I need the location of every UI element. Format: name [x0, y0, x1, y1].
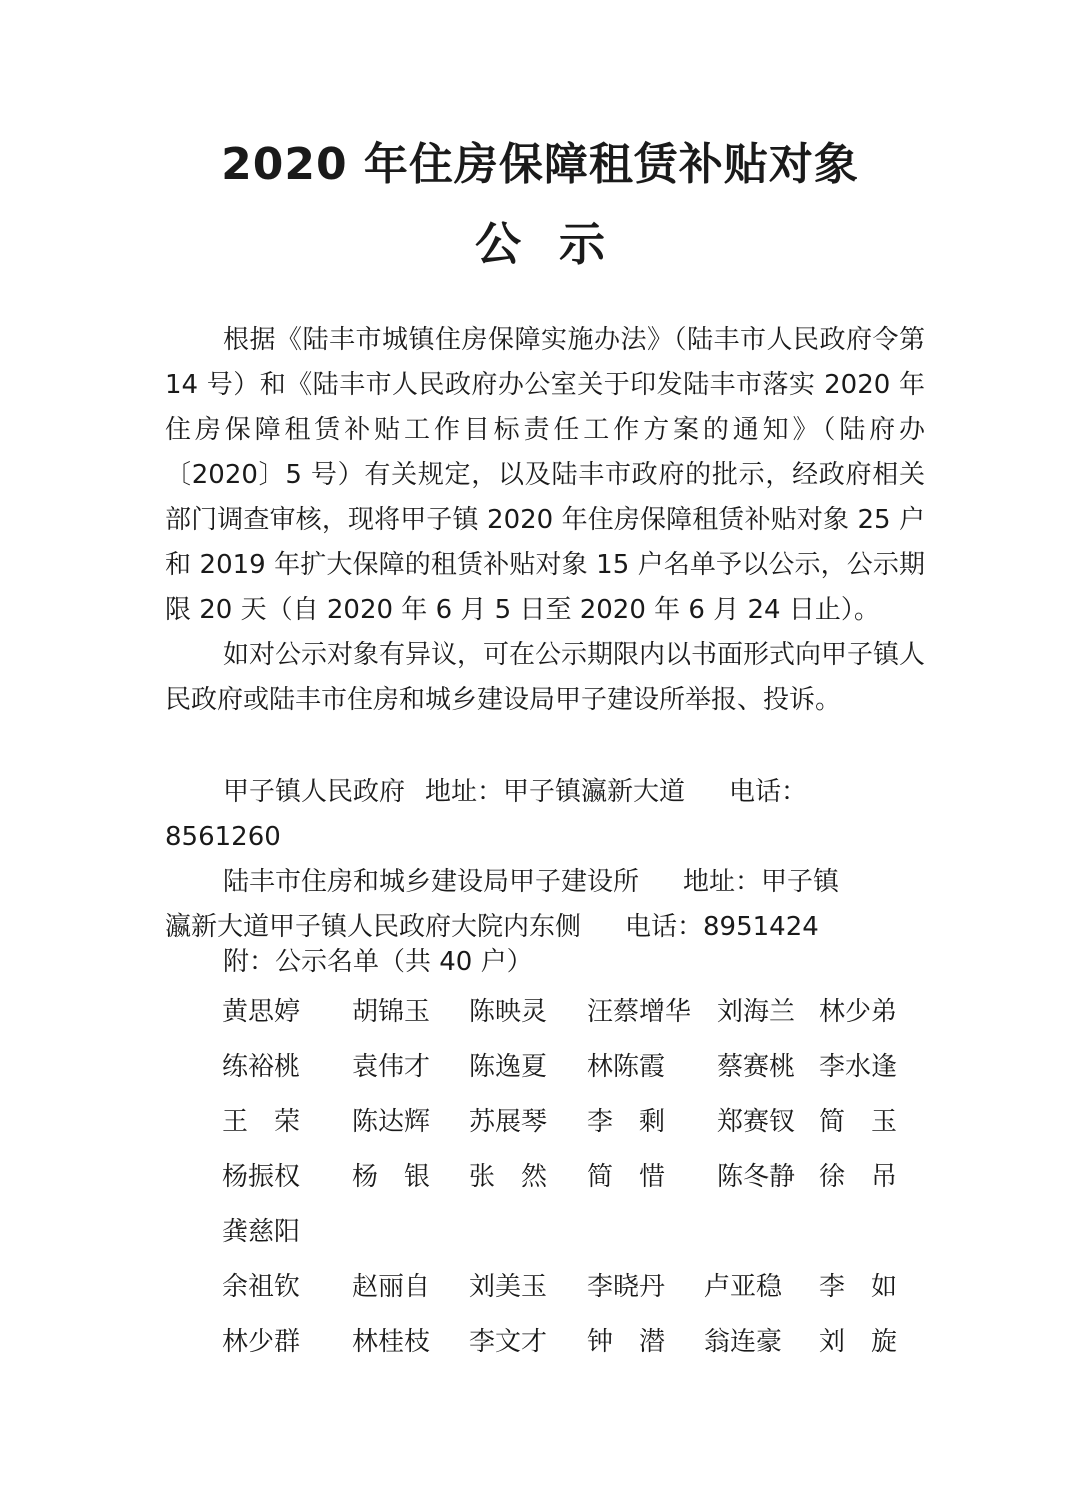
name-entry: 胡锦玉 — [352, 997, 431, 1027]
name-entry: 龚慈阳 — [222, 1217, 301, 1247]
name-entry: 陈逸夏 — [469, 1052, 548, 1082]
name-entry: 黄思婷 — [222, 997, 301, 1027]
name-row — [222, 1205, 922, 1260]
name-entry: 郑赛钗 — [717, 1107, 796, 1137]
name-entry: 刘美玉 — [469, 1272, 548, 1302]
name-entry: 刘海兰 — [717, 997, 796, 1027]
contact-phone: 电话：8951424 — [625, 912, 819, 942]
contact-phone: 8561260 — [165, 822, 281, 852]
name-entry: 林陈霞 — [587, 1052, 666, 1082]
name-entry: 赵丽自 — [352, 1272, 431, 1302]
contact-org: 陆丰市住房和城乡建设局甲子建设所 — [223, 867, 640, 897]
contact-address-rest: 瀛新大道甲子镇人民政府大院内东侧 — [165, 912, 582, 942]
name-entry: 陈冬静 — [717, 1162, 796, 1192]
name-entry: 李 如 — [819, 1272, 898, 1302]
name-entry: 李文才 — [469, 1327, 548, 1357]
contact-address-label: 地址：甲子镇 — [683, 867, 840, 897]
name-entry: 汪蔡增华 — [587, 997, 692, 1027]
name-entry: 练裕桃 — [222, 1052, 301, 1082]
name-row — [222, 985, 922, 1040]
name-entry: 苏展琴 — [469, 1107, 548, 1137]
name-row — [222, 1040, 922, 1095]
name-entry: 张 然 — [469, 1162, 548, 1192]
name-row — [222, 1315, 922, 1370]
name-entry: 蔡赛桃 — [717, 1052, 796, 1082]
name-entry: 杨振权 — [222, 1162, 301, 1192]
name-entry: 钟 潜 — [587, 1327, 666, 1357]
name-entry: 陈达辉 — [352, 1107, 431, 1137]
name-entry: 林少群 — [222, 1327, 301, 1357]
name-entry: 翁连豪 — [704, 1327, 783, 1357]
name-entry: 李 剩 — [587, 1107, 666, 1137]
name-entry: 王 荣 — [222, 1107, 301, 1137]
contact-address: 地址：甲子镇瀛新大道 — [425, 777, 686, 807]
name-entry: 简 惜 — [587, 1162, 666, 1192]
name-entry: 余祖钦 — [222, 1272, 301, 1302]
name-entry: 林桂枝 — [352, 1327, 431, 1357]
contact-phone-label: 电话： — [729, 777, 808, 807]
contact-town-government — [165, 770, 925, 860]
document-title: 2020 年住房保障租赁补贴对象 — [221, 139, 859, 190]
name-row — [222, 1260, 922, 1315]
notice-body — [165, 318, 925, 723]
document-subtitle: 公示 — [475, 217, 643, 271]
name-entry: 杨 银 — [352, 1162, 431, 1192]
name-entry: 刘 旋 — [819, 1327, 898, 1357]
name-entry: 林少弟 — [819, 997, 898, 1027]
name-entry: 李晓丹 — [587, 1272, 666, 1302]
contact-construction-office — [165, 860, 925, 950]
name-row — [222, 1095, 922, 1150]
contact-org: 甲子镇人民政府 — [223, 777, 406, 807]
name-entry: 徐 吊 — [819, 1162, 898, 1192]
annex-label: 附：公示名单（共 40 户） — [223, 947, 533, 977]
name-row — [222, 1150, 922, 1205]
notice-paragraph-1: 根据《陆丰市城镇住房保障实施办法》（陆丰市人民政府令第 14 号）和《陆丰市人民政府办公室关于印发陆丰市落实 2020 年住房保障租赁补贴工作目标责任工作方案的通知》（陆府办〔2020〕5 号）有关规定，以及陆丰市政府的批示，经政府相关部门调查审核，现将甲子镇 2020 年住房保障租赁补贴对象 25 户和 2019 年扩大保障的租赁补贴对象 15 户名单予以公示，公示期限 20 天（自 2020 年 6 月 5 日至 2020 年 6 月 24 日止）。 — [165, 325, 925, 625]
name-entry: 袁伟才 — [352, 1052, 431, 1082]
name-entry: 李水逢 — [819, 1052, 898, 1082]
notice-paragraph-2: 如对公示对象有异议，可在公示期限内以书面形式向甲子镇人民政府或陆丰市住房和城乡建设局甲子建设所举报、投诉。 — [165, 640, 926, 715]
name-entry: 简 玉 — [819, 1107, 898, 1137]
name-list — [222, 985, 922, 1370]
name-entry: 陈映灵 — [469, 997, 548, 1027]
name-entry: 卢亚稳 — [704, 1272, 783, 1302]
